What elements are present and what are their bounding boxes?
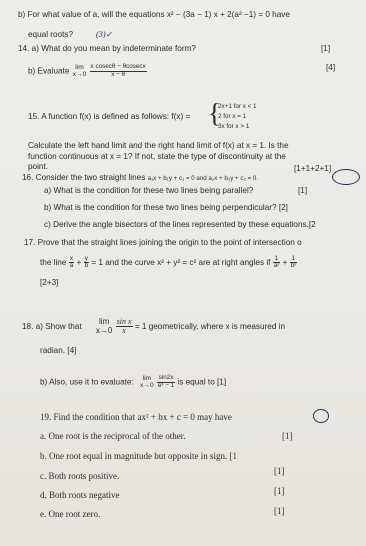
q15-piece3: 3x for x > 1 xyxy=(218,123,250,130)
q14a-text: 14. a) What do you mean by indeterminate form? xyxy=(18,44,196,53)
q18a-denominator: x xyxy=(122,326,126,336)
q14a-mark: [1] xyxy=(321,44,331,53)
q17-cond1-num: 1 xyxy=(273,256,281,263)
q16c-text: c) Derive the angle bisectors of the lines represented by these equations.[2 xyxy=(44,220,316,229)
q16-intro-text: 16. Consider the two straight lines xyxy=(22,173,146,182)
q17-cond2 xyxy=(290,256,298,270)
q16-intro xyxy=(22,173,258,182)
q16b-text: b) What is the condition for these two lines being perpendicular? [2] xyxy=(44,203,288,212)
question-b-equations: b) For what value of a, will the equations x² − (3a − 1) x + 2(a² −1) = 0 have xyxy=(18,10,290,19)
q17-y-over-b xyxy=(84,256,90,270)
question-b-equations-line2: equal roots? xyxy=(28,30,74,39)
q18a-suffix: = 1 geometrically, where x is measured in xyxy=(134,321,286,331)
q19-intro: 19. Find the condition that ax² + bx + c = 0 may have xyxy=(40,412,232,422)
q18a-prefix: 18. a) Show that xyxy=(22,321,82,331)
q14b-limit xyxy=(73,64,87,79)
q18b-numerator: sin2x xyxy=(158,374,174,382)
q15-intro: 15. A function f(x) is defined as follows: f(x) = xyxy=(28,112,191,121)
q14b-text xyxy=(28,64,147,79)
q14b-denominator: x − θ xyxy=(111,70,126,78)
q15-piecewise xyxy=(208,98,298,133)
handwritten-mark: (3)✓ xyxy=(96,30,113,39)
q18b-mark: [1] xyxy=(217,377,227,387)
q17-cond1 xyxy=(273,256,281,270)
q18b-fraction xyxy=(157,375,175,389)
q14b-prefix: b) Evaluate xyxy=(28,66,70,76)
q19d-text: d. Both roots negative xyxy=(40,490,120,500)
q17-x: x xyxy=(69,255,74,262)
q18a-limit xyxy=(96,318,112,336)
q17-cond1-den: a² xyxy=(273,262,280,270)
q18b-text xyxy=(40,375,226,390)
q14b-fraction xyxy=(90,64,147,78)
q18a-numerator: sin x xyxy=(116,317,132,327)
q14b-lim-word: lim xyxy=(75,64,84,71)
q18a-fraction xyxy=(116,318,133,335)
q19c-mark: [1] xyxy=(274,466,285,476)
q19d-mark: [1] xyxy=(274,486,285,496)
q18a-lim-sub: x→0 xyxy=(95,325,113,335)
q17-cond2-den: b² xyxy=(290,262,297,270)
q17-line2: the line $\frac{x}{a}$ + $\frac{y}{b}$ = 1 and the curve x² + y² = c² are at right angles if $\frac{1}{\text{a²}}$ + $\frac{1}{\text{b²}}$ xyxy=(40,255,297,270)
q16a-text: a) What is the condition for these two lines being parallel? xyxy=(44,186,254,195)
q15-marks: [1+1+2+1] xyxy=(294,164,332,173)
q17-plus: + xyxy=(76,257,82,267)
q14b-lim-sub: x→0 xyxy=(72,71,87,79)
q17-x-over-a xyxy=(69,256,75,270)
q18b-denominator: eˣ − 1 xyxy=(157,381,175,389)
q17-a: a xyxy=(69,262,74,270)
q17-line1: 17. Prove that the straight lines joining the origin to the point of intersection o xyxy=(24,238,302,247)
q17-cond2-num: 1 xyxy=(290,256,298,263)
q18a-text xyxy=(22,318,285,336)
q16-equations: a₁x + b₁y + c₁ = 0 and a₂x + b₂y + c₂ = 0. xyxy=(147,175,259,182)
brace-icon: { xyxy=(208,98,221,128)
q17-marks: [2+3] xyxy=(40,278,59,287)
q18a-lim-word: lim xyxy=(99,317,110,326)
q18b-lim-sub: x→0 xyxy=(140,382,154,390)
q19a-text: a. One root is the reciprocal of the other. xyxy=(40,431,186,441)
q17-y: y xyxy=(84,255,88,262)
q19b-text: b. One root equal in magnitude but opposite in sign. [1 xyxy=(40,451,237,461)
q18b-suffix: is equal to xyxy=(177,377,215,387)
q15-piece1: 2x+1 for x < 1 xyxy=(218,103,257,110)
q14b-numerator: x cosecθ − θcosecx xyxy=(90,63,146,71)
q15-line4: point. xyxy=(28,162,49,171)
q15-piece2: 2 for x = 1 xyxy=(218,113,247,120)
q17-line2-text: = 1 and the curve x² + y² = c² are at right angles if xyxy=(91,257,271,267)
q14b-mark: [4] xyxy=(326,63,336,72)
q16a-mark: [1] xyxy=(298,186,308,195)
q19c-text: c. Both roots positive. xyxy=(40,471,120,481)
q19e-mark: [1] xyxy=(274,506,285,516)
q19e-text: e. One root zero. xyxy=(40,509,101,519)
q18a-line2: radian. [4] xyxy=(40,346,77,355)
handwritten-circle-2 xyxy=(313,409,329,423)
q19a-mark: [1] xyxy=(282,431,293,441)
q17-line-word: the line xyxy=(40,257,67,267)
q17-b: b xyxy=(84,262,89,270)
q18b-lim-word: lim xyxy=(142,375,152,382)
handwritten-circle xyxy=(332,169,360,185)
q15-line3: function continuous at x = 1? If not, state the type of discontinuity at the xyxy=(28,152,286,161)
q18b-prefix: b) Also, use it to evaluate: xyxy=(40,377,134,387)
q15-line2: Calculate the left hand limit and the right hand limit of f(x) at x = 1. Is the xyxy=(28,141,289,150)
q18b-limit xyxy=(140,375,154,390)
